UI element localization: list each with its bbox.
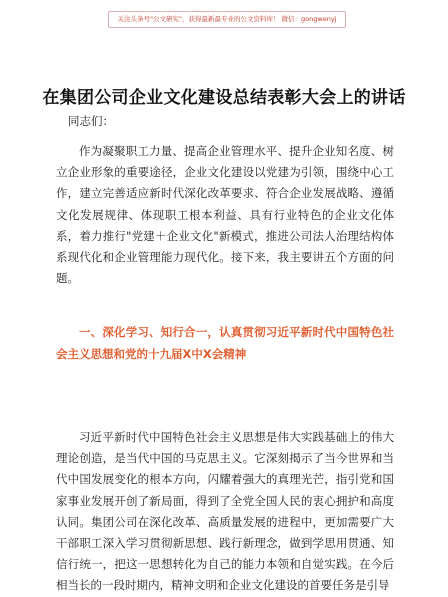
page-title: 在集团公司企业文化建设总结表彰大会上的讲话 — [42, 88, 406, 108]
section-heading: 一、深化学习、知行合一，认真贯彻习近平新时代中国特色社会主义思想和党的十九届X中X会精神 — [56, 325, 394, 361]
body-paragraph: 习近平新时代中国特色社会主义思想是伟大实践基础上的伟大理论创造，是当代中国的马克思主义。它深刻揭示了当今世界和当代中国发展变化的根本方向，闪耀着强大的真理光芒，指引党和国家事业发展开创了新局面，得到了全党全国人民的衷心拥护和高度认同。集团公司在深化改革、高质量发展的进程中，更加需要广大干部职工深入学习贯彻新思想、践行新理念，做到学思用贯通、知信行统一，把这一思想转化为自己的能力本领和自觉实践。在今后相当长的一段时期内，精神文明和企业文化建设的首要任务是引导 — [56, 430, 394, 593]
intro-paragraph: 作为凝聚职工力量、提高企业管理水平、提升企业知名度、树立企业形象的重要途径，企业文化建设以党建为引领，围绕中心工作，建立完善适应新时代深化改革要求、符合企业发展战略、遵循文化发展规律、体现职工根本利益、具有行业特色的企业文化体系，着力推行"党建＋企业文化"新模式，推进公司法人治理结构体系现代化和企业管理能力现代化。接下来，我主要讲五个方面的问题。 — [56, 144, 394, 286]
greeting: 同志们： — [68, 114, 114, 128]
promo-banner[interactable]: 关注头条号"公文研究"，获得最新最专业的公文资料库！ 微信：gongwenyj — [108, 11, 346, 28]
